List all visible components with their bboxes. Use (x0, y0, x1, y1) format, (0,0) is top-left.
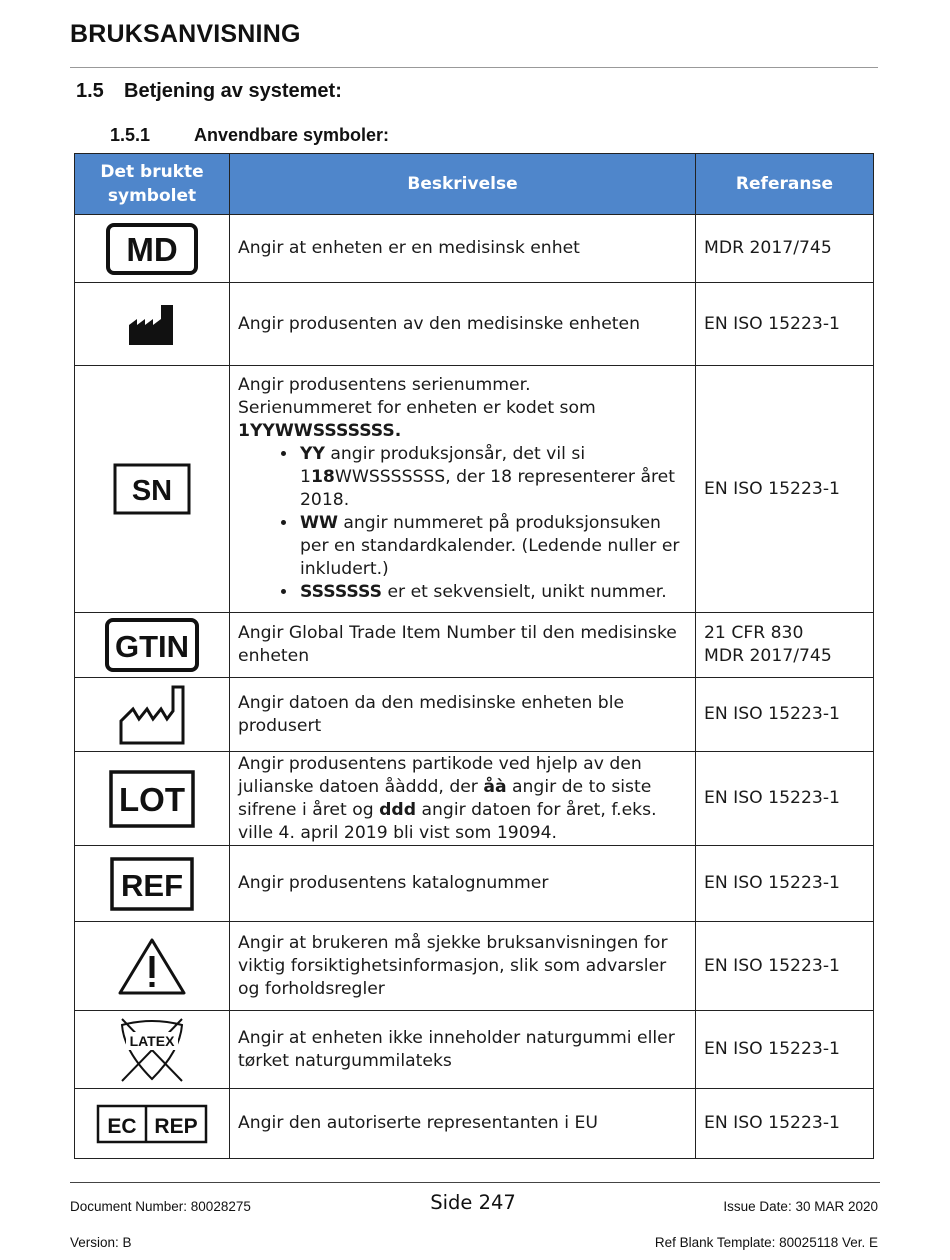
symbols-table (74, 153, 874, 1159)
table-row (75, 366, 874, 613)
column-header-description: Beskrivelse (230, 154, 696, 215)
reference-cell: EN ISO 15223-1 (696, 846, 874, 922)
subsection-title: Anvendbare symboler: (194, 125, 390, 145)
reference-cell: EN ISO 15223-1 (696, 283, 874, 366)
symbol-cell (75, 283, 230, 366)
reference-cell: EN ISO 15223-1 (696, 366, 874, 613)
section-heading (76, 80, 342, 103)
section-number: 1.5 (76, 80, 104, 102)
svg-text:EC: EC (107, 1114, 137, 1138)
svg-text:LOT: LOT (119, 780, 185, 818)
svg-text:LATEX: LATEX (129, 1032, 175, 1049)
table-row (75, 846, 874, 922)
description-cell: Angir at enheten ikke inneholder naturgummi eller tørket naturgummilateks (230, 1011, 696, 1089)
reference-cell: EN ISO 15223-1 (696, 752, 874, 846)
description-cell: Angir produsentens katalognummer (230, 846, 696, 922)
serial-intro-line: Angir produsentens serienummer. (238, 375, 531, 395)
svg-text:SN: SN (131, 475, 173, 507)
column-header-symbol: Det brukte symbolet (75, 154, 230, 215)
description-cell: Angir at brukeren må sjekke bruksanvisningen for viktig forsiktighetsinformasjon, slik som advarsler og forholdsregler (230, 922, 696, 1011)
serial-intro-line: Serienummeret for enheten er kodet som (238, 398, 596, 418)
symbol-cell (75, 846, 230, 922)
reference-cell: EN ISO 15223-1 (696, 1011, 874, 1089)
document-number: Document Number: 80028275 (70, 1199, 251, 1214)
table-row (75, 613, 874, 678)
page-number: Side 247 (430, 1191, 516, 1214)
svg-text:MD: MD (126, 230, 178, 268)
table-row (75, 922, 874, 1011)
table-row (75, 752, 874, 846)
reference-cell: EN ISO 15223-1 (696, 1089, 874, 1159)
footer-divider (70, 1182, 880, 1183)
template-reference: Ref Blank Template: 80025118 Ver. E (654, 1235, 878, 1250)
description-cell: Angir den autoriserte representanten i EU (230, 1089, 696, 1159)
header-divider (70, 67, 878, 68)
date-of-manufacture-icon (117, 683, 187, 747)
symbol-cell (75, 366, 230, 613)
svg-text:REF: REF (121, 867, 183, 903)
md-icon (105, 222, 199, 276)
symbol-cell (75, 1089, 230, 1159)
symbol-cell (75, 922, 230, 1011)
lot-icon (109, 770, 195, 828)
description-cell (230, 366, 696, 613)
table-row (75, 1089, 874, 1159)
description-cell: Angir produsentens partikode ved hjelp av den julianske datoen åàddd, der åà angir de to siste sifrene i året og ddd angir datoen for året, f.eks. ville 4. april 2019 bli vist som 19094. (230, 752, 696, 846)
reference-cell: MDR 2017/745 (696, 215, 874, 283)
table-row (75, 215, 874, 283)
symbol-cell (75, 1011, 230, 1089)
list-item: • YY angir produksjonsår, det vil si 118WWSSSSSSS, der 18 representerer året 2018. (298, 443, 687, 512)
latex-free-icon (114, 1015, 190, 1085)
symbol-cell (75, 752, 230, 846)
subsection-number: 1.5.1 (110, 125, 151, 145)
table-row (75, 678, 874, 752)
reference-cell: EN ISO 15223-1 (696, 678, 874, 752)
symbol-cell (75, 678, 230, 752)
symbol-cell (75, 613, 230, 678)
issue-date: Issue Date: 30 MAR 2020 (723, 1199, 878, 1214)
gtin-icon (105, 618, 199, 672)
section-title: Betjening av systemet: (124, 80, 342, 102)
document-title: BRUKSANVISNING (70, 20, 301, 48)
serial-bullet-list (238, 443, 687, 604)
serial-code: 1YYWWSSSSSSS. (238, 421, 402, 441)
list-item: • WW angir nummeret på produksjonsuken per en standardkalender. (Ledende nuller er inkludert.) (298, 512, 687, 581)
description-cell: Angir Global Trade Item Number til den medisinske enheten (230, 613, 696, 678)
reference-cell: 21 CFR 830 MDR 2017/745 (696, 613, 874, 678)
svg-text:REP: REP (154, 1114, 198, 1138)
svg-text:GTIN: GTIN (114, 629, 190, 664)
reference-cell: EN ISO 15223-1 (696, 922, 874, 1011)
caution-icon (117, 936, 187, 996)
subsection-heading (110, 125, 389, 146)
table-row (75, 283, 874, 366)
table-header-row (75, 154, 874, 215)
description-cell: Angir datoen da den medisinske enheten ble produsert (230, 678, 696, 752)
ec-rep-icon (96, 1104, 208, 1144)
column-header-reference: Referanse (696, 154, 874, 215)
symbol-cell (75, 215, 230, 283)
version: Version: B (70, 1235, 132, 1250)
ref-icon (110, 857, 194, 911)
description-cell: Angir at enheten er en medisinsk enhet (230, 215, 696, 283)
manufacturer-icon (127, 301, 177, 347)
list-item: • SSSSSSS er et sekvensielt, unikt nummer. (298, 581, 687, 604)
table-row (75, 1011, 874, 1089)
serial-number-icon (113, 463, 191, 515)
description-cell: Angir produsenten av den medisinske enheten (230, 283, 696, 366)
